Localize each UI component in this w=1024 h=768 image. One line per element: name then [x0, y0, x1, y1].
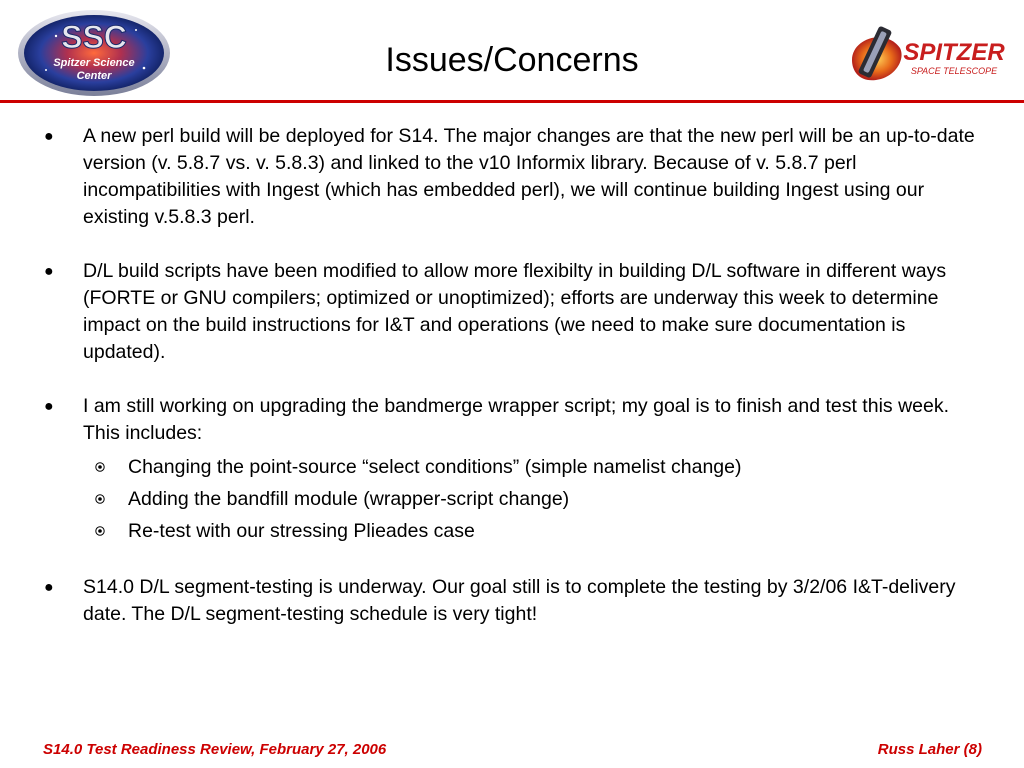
- bullet-item-bandmerge: [40, 393, 980, 547]
- circled-dot-icon: [95, 462, 105, 472]
- page-title: Issues/Concerns: [385, 41, 639, 79]
- sub-bullet-item: [83, 451, 980, 483]
- ssc-logo-icon: [16, 8, 172, 98]
- footer-event: S14.0 Test Readiness Review, February 27, 2006: [43, 741, 387, 758]
- circled-dot-icon: [95, 526, 105, 536]
- bullet-item-perl-build: [40, 123, 980, 231]
- title-divider: [0, 100, 1024, 103]
- bullet-list: [40, 123, 980, 655]
- sub-bullet-list: [83, 451, 980, 547]
- footer-author-page: Russ Laher (8): [877, 741, 982, 758]
- ssc-acronym: SSC: [61, 19, 127, 55]
- sub-bullet-text: Adding the bandfill module (wrapper-script change): [128, 488, 570, 510]
- bullet-text: S14.0 D/L segment-testing is underway. Our goal still is to complete the testing by 3/2/06 I&T-delivery date. The D/L segment-testing schedule is very tight!: [83, 576, 956, 625]
- bullet-dot-icon: ●: [44, 579, 54, 596]
- sub-bullet-text: Re-test with our stressing Plieades case: [128, 520, 475, 542]
- spitzer-telescope-logo-icon: [846, 20, 1014, 90]
- bullet-text: D/L build scripts have been modified to allow more flexibilty in building D/L software in different ways (FORTE or GNU compilers; optimized or unoptimized); efforts are underway this week to determine impact on the build instructions for I&T and operations (we need to make sure documentation is updated).: [83, 260, 947, 363]
- spitzer-tagline: SPACE TELESCOPE: [910, 66, 998, 76]
- bullet-dot-icon: ●: [44, 128, 54, 145]
- bullet-dot-icon: ●: [44, 398, 54, 415]
- sub-bullet-item: [83, 515, 980, 547]
- spitzer-logo-graphic: [846, 20, 1014, 90]
- sub-bullet-item: [83, 483, 980, 515]
- circled-dot-icon: [95, 494, 105, 504]
- spitzer-name: SPITZER: [903, 39, 1005, 66]
- ssc-line2: Center: [76, 70, 112, 82]
- ssc-line1: Spitzer Science: [53, 57, 135, 69]
- bullet-item-segment-testing: [40, 574, 980, 628]
- ssc-logo-graphic: [16, 8, 172, 98]
- bullet-item-dl-build-scripts: [40, 258, 980, 366]
- bullet-text: I am still working on upgrading the bandmerge wrapper script; my goal is to finish and test this week. This includes:: [83, 395, 950, 444]
- bullet-text: A new perl build will be deployed for S14. The major changes are that the new perl will be an up-to-date version (v. 5.8.7 vs. v. 5.8.3) and linked to the v10 Informix library. Because of v. 5.8.7 perl incompatibilities with Ingest (which has embedded perl), we will continue building Ingest using our existing v.5.8.3 perl.: [83, 125, 975, 228]
- sub-bullet-text: Changing the point-source “select conditions” (simple namelist change): [128, 456, 742, 478]
- bullet-dot-icon: ●: [44, 263, 54, 280]
